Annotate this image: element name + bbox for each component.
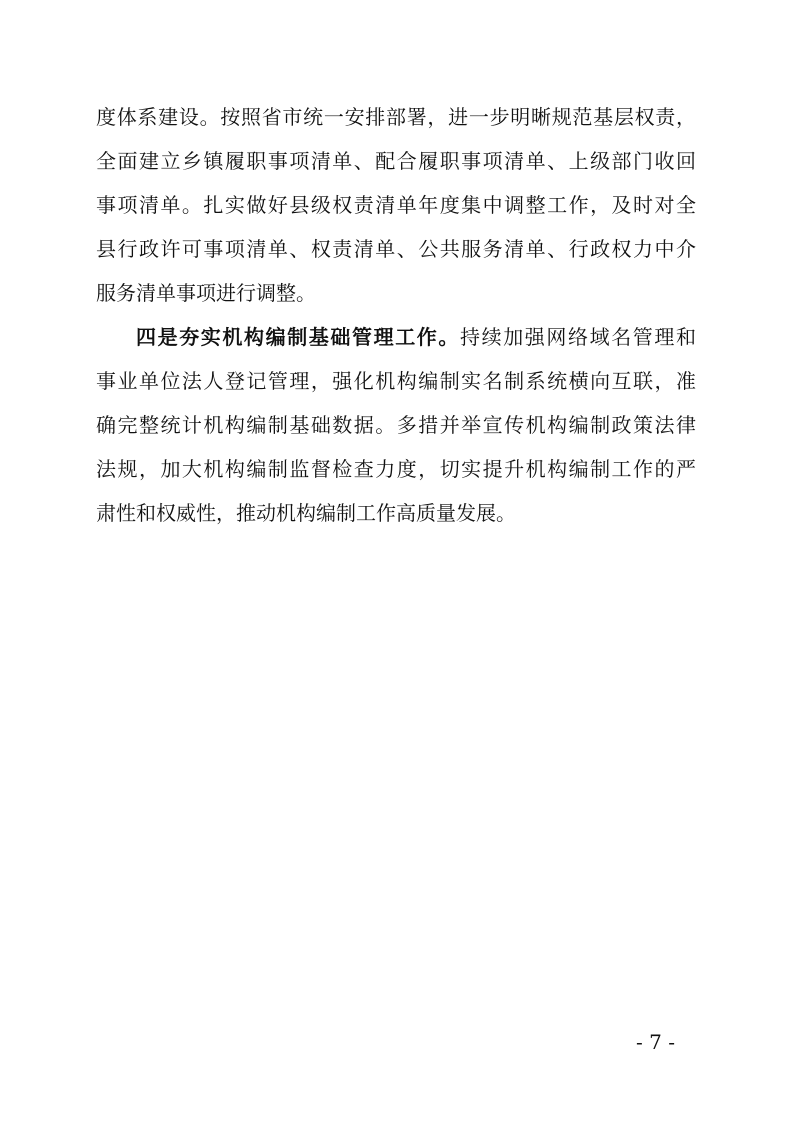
paragraph-2-line-3: 确完整统计机构编制基础数据。多措并举宣传机构编制政策法律 [96,413,696,437]
paragraph-2-line-2: 事业单位法人登记管理，强化机构编制实名制系统横向互联，准 [96,369,696,393]
paragraph-1-line-1: 度体系建设。按照省市统一安排部署，进一步明晰规范基层权责， [96,105,696,129]
paragraph-2-heading: 四是夯实机构编制基础管理工作。 [136,325,460,349]
paragraph-2-line-4: 法规，加大机构编制监督检查力度，切实提升机构编制工作的严 [96,457,696,481]
paragraph-1-line-2: 全面建立乡镇履职事项清单、配合履职事项清单、上级部门收回 [96,149,696,173]
paragraph-1-line-3: 事项清单。扎实做好县级权责清单年度集中调整工作，及时对全 [96,193,696,217]
paragraph-2-line-1 [136,323,696,351]
paragraph-1-line-4: 县行政许可事项清单、权责清单、公共服务清单、行政权力中介 [96,237,696,261]
paragraph-2-line-1-text: 持续加强网络域名管理和 [460,325,696,349]
paragraph-2-line-5: 肃性和权威性，推动机构编制工作高质量发展。 [96,501,516,525]
paragraph-1-line-5: 服务清单事项进行调整。 [96,281,316,305]
page-number: - 7 - [636,1030,675,1054]
